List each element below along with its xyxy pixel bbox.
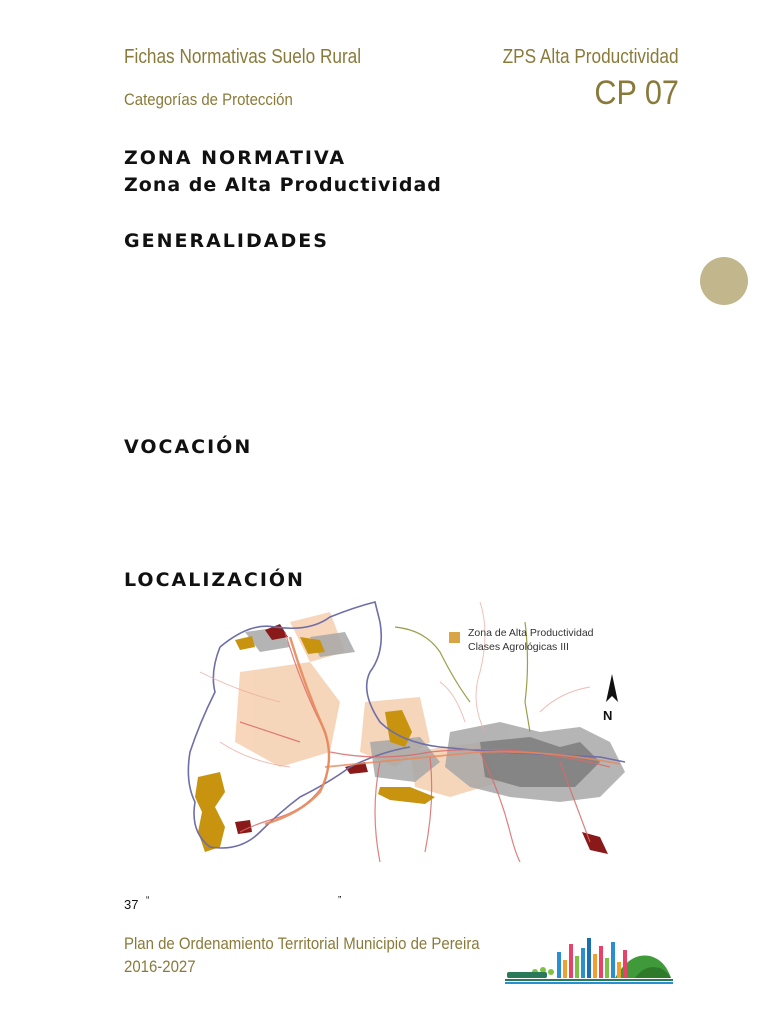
city-skyline-logo-icon xyxy=(505,934,673,986)
page-number: 37 xyxy=(124,897,139,912)
header-right-title: ZPS Alta Productividad xyxy=(503,46,679,68)
legend-line-1: Zona de Alta Productividad xyxy=(468,627,594,639)
legend-swatch xyxy=(449,632,460,643)
decorative-dot xyxy=(700,257,748,305)
header-right-code: CP 07 xyxy=(594,74,679,112)
header-left-subtitle: Categorías de Protección xyxy=(124,90,293,109)
zona-normativa-heading: ZONA NORMATIVA xyxy=(124,147,347,169)
quote-close: ” xyxy=(338,895,342,906)
header-left-title: Fichas Normativas Suelo Rural xyxy=(124,46,362,68)
quote-open: “ xyxy=(146,895,150,906)
localizacion-heading: LOCALIZACIÓN xyxy=(124,569,305,591)
footer-plan-title: Plan de Ordenamiento Territorial Municipio de Pereira xyxy=(124,934,480,953)
vocacion-heading: VOCACIÓN xyxy=(124,436,253,458)
footer-plan-years: 2016-2027 xyxy=(124,957,196,976)
legend-line-2: Clases Agrológicas III xyxy=(468,641,569,653)
north-label: N xyxy=(603,708,613,723)
zona-subtitle-heading: Zona de Alta Productividad xyxy=(124,174,442,196)
generalidades-heading: GENERALIDADES xyxy=(124,230,329,252)
